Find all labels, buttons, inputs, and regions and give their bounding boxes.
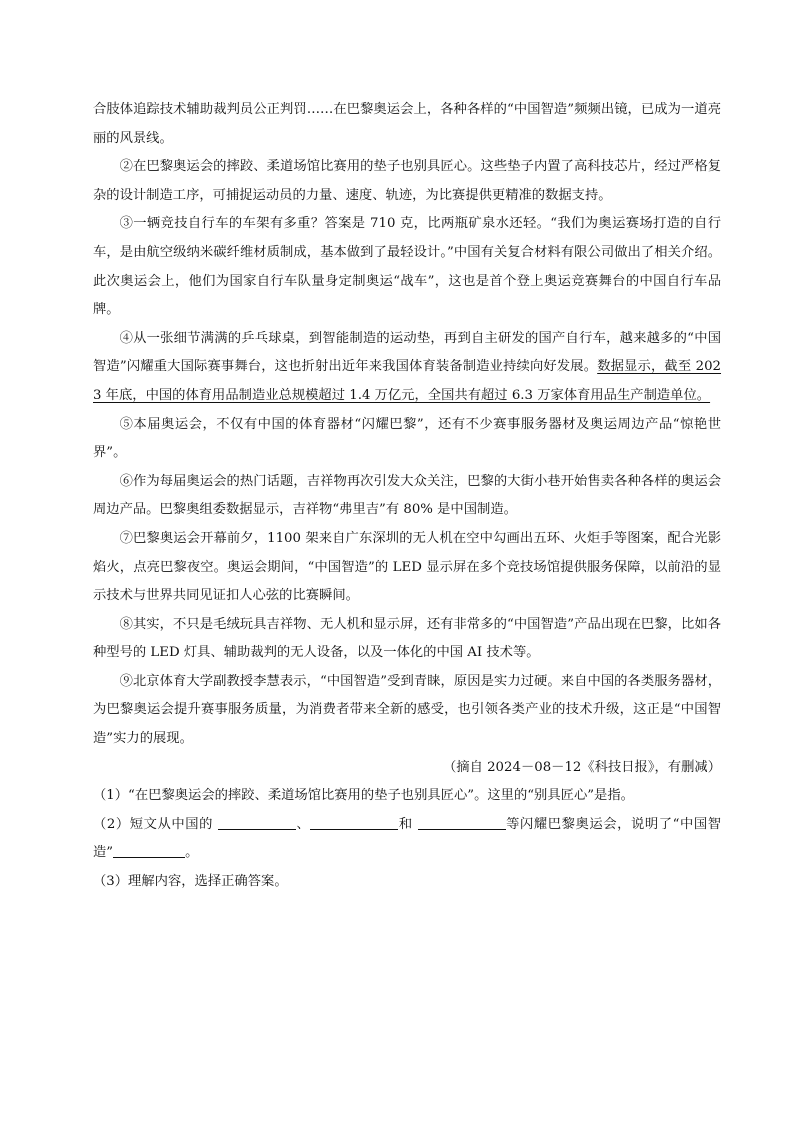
question-2 [93,811,721,868]
underlined-sentence: 数据显示，截至 2023 年底，中国的体育用品制造业总规模超过 1.4 万亿元，全国共有超过 6.3 万家体育用品生产制造单位。 [93,359,722,403]
paragraph-text: ⑦巴黎奥运会开幕前夕，1100 架来自广东深圳的无人机在空中勾画出五环、火炬手等图案，配合光影焰火，点亮巴黎夜空。奥运会期间，“中国智造”的 LED 显示屏在多个竞技场馆提供服务保障，以前沿的显示技术与世界共同见证扣人心弦的比赛瞬间。 [93,530,721,604]
paragraph-text: ⑥作为每届奥运会的热门话题，吉祥物再次引发大众关注，巴黎的大街小巷开始售卖各种各样的奥运会周边产品。巴黎奥组委数据显示，吉祥物“弗里吉”有 80% 是中国制造。 [93,473,721,518]
paragraph-text: ⑨北京体育大学副教授李慧表示，“中国智造”受到青睐，原因是实力过硬。来自中国的各类服务器材，为巴黎奥运会提升赛事服务质量，为消费者带来全新的感受，也引领各类产业的技术升级，这正是“中国智造”实力的展现。 [93,673,721,747]
paragraph-continued [93,96,721,153]
separator: 、 [295,816,311,832]
answer-blank-3[interactable] [418,815,506,830]
answer-blank-4[interactable] [113,843,185,858]
source-citation: （摘自 2024－08－12《科技日报》，有删减） [442,759,721,775]
paragraph-8 [93,611,721,668]
paragraph-text: ③一辆竞技自行车的车架有多重？答案是 710 克，比两瓶矿泉水还轻。“我们为奥运赛场打造的自行车，是由航空级纳米碳纤维材质制成，基本做到了最轻设计。”中国有关复合材料有限公司做出了相关介绍。此次奥运会上，他们为国家自行车队量身定制奥运“战车”，这也是首个登上奥运竞赛舞台的中国自行车品牌。 [93,216,721,318]
paragraph-text: ⑧其实，不只是毛绒玩具吉祥物、无人机和显示屏，还有非常多的“中国智造”产品出现在巴黎，比如各种型号的 LED 灯具、辅助裁判的无人设备，以及一体化的中国 AI 技术等。 [93,616,721,661]
paragraph-6 [93,468,721,525]
question-3: （3）理解内容，选择正确答案。 [93,874,288,890]
article-body [93,96,721,897]
paragraph-4 [93,325,721,411]
paragraph-7 [93,525,721,611]
paragraph-3 [93,210,721,324]
paragraph-2 [93,153,721,210]
answer-blank-2[interactable] [310,815,398,830]
separator: 和 [398,816,413,832]
paragraph-text: 合肢体追踪技术辅助裁判员公正判罚……在巴黎奥运会上，各种各样的“中国智造”频频出镜，已成为一道亮丽的风景线。 [93,102,721,146]
answer-blank-1[interactable] [218,815,296,830]
paragraph-text: ②在巴黎奥运会的摔跤、柔道场馆比赛用的垫子也别具匠心。这些垫子内置了高科技芯片，经过严格复杂的设计制造工序，可捕捉运动员的力量、速度、轨迹，为比赛提供更精准的数据支持。 [93,159,721,203]
question-text: 等闪耀巴黎奥运会，说明了“中国智造” [93,816,721,861]
paragraph-9 [93,668,721,754]
paragraph-5 [93,411,721,468]
question-text: （2）短文从中国的 [93,816,214,832]
paragraph-text: ④从一张细节满满的乒乓球桌，到智能制造的运动垫，再到自主研发的国产自行车，越来越多的“中国智造”闪耀重大国际赛事舞台，这也折射出近年来我国体育装备制造业持续向好发展。 [93,330,721,375]
question-end: 。 [185,845,199,861]
question-1: （1）“在巴黎奥运会的摔跤、柔道场馆比赛用的垫子也别具匠心”。这里的“别具匠心”是指。 [93,788,634,804]
paragraph-text: ⑤本届奥运会，不仅有中国的体育器材“闪耀巴黎”，还有不少赛事服务器材及奥运周边产品“惊艳世界”。 [93,416,721,461]
